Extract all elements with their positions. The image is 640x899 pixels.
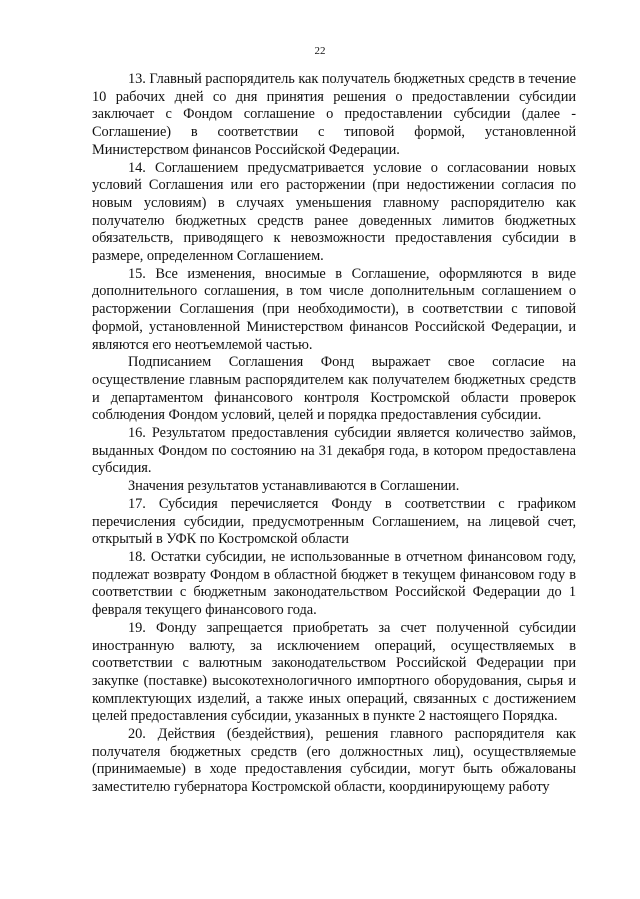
paragraph-agreement-consent: Подписанием Соглашения Фонд выражает свое согласие на осуществление главным распорядителем как получателем бюджетных средств и департаментом финансового контроля Костромской области проверок соблюдения Фондом условий, целей и порядка предоставления субсидии. <box>92 354 576 424</box>
paragraph-18: 18. Остатки субсидии, не использованные в отчетном финансовом году, подлежат возврату Фондом в областной бюджет в текущем финансовом году в соответствии с бюджетным законодательством Российской Федерации до 1 февраля текущего финансового года. <box>92 548 576 619</box>
paragraph-15: 15. Все изменения, вносимые в Соглашение, оформляются в виде дополнительного соглашения, в том числе дополнительным соглашением о расторжении Соглашения (при необходимости), в соответствии с типовой формой, установленной Министерством финансов Российской Федерации, и являются его неотъемлемой частью. <box>92 265 576 353</box>
paragraph-results-values: Значения результатов устанавливаются в Соглашении. <box>128 478 460 495</box>
paragraph-14: 14. Соглашением предусматривается условие о согласовании новых условий Соглашения или его расторжении (при недостижении согласия по новым условиям) в случаях уменьшения главному распорядителю как получателю бюджетных средств ранее доведенных лимитов бюджетных обязательств, приводящего к невозможности предоставления субсидии в размере, определенном Соглашением. <box>92 159 576 265</box>
paragraph-17: 17. Субсидия перечисляется Фонду в соответствии с графиком перечисления субсидии, предусмотренным Соглашением, на лицевой счет, открытый в УФК по Костромской области <box>92 495 576 548</box>
paragraph-16: 16. Результатом предоставления субсидии является количество займов, выданных Фондом по состоянию на 31 декабря года, в котором предоставлена субсидия. <box>92 425 576 477</box>
paragraph-13: 13. Главный распорядитель как получатель бюджетных средств в течение 10 рабочих дней со дня принятия решения о предоставлении субсидии заключает с Фондом соглашение о предоставлении субсидии (далее - Соглашение) в соответствии с типовой формой, установленной Министерством финансов Российской Федерации. <box>92 71 576 158</box>
paragraph-19: 19. Фонду запрещается приобретать за счет полученной субсидии иностранную валюту, за исключением операций, осуществляемых в соответствии с валютным законодательством Российской Федерации при закупке (поставке) высокотехнологичного импортного оборудования, сырья и комплектующих изделий, а также иных операций, связанных с достижением целей предоставления субсидии, указанных в пункте 2 настоящего Порядка. <box>92 619 576 725</box>
paragraph-20: 20. Действия (бездействия), решения главного распорядителя как получателя бюджетных средств (его должностных лиц), осуществляемые (принимаемые) в ходе предоставления субсидии, могут быть обжалованы заместителю губернатора Костромской области, координирующему работу <box>92 726 576 796</box>
page-number: 22 <box>314 45 326 57</box>
document-body <box>92 71 576 797</box>
